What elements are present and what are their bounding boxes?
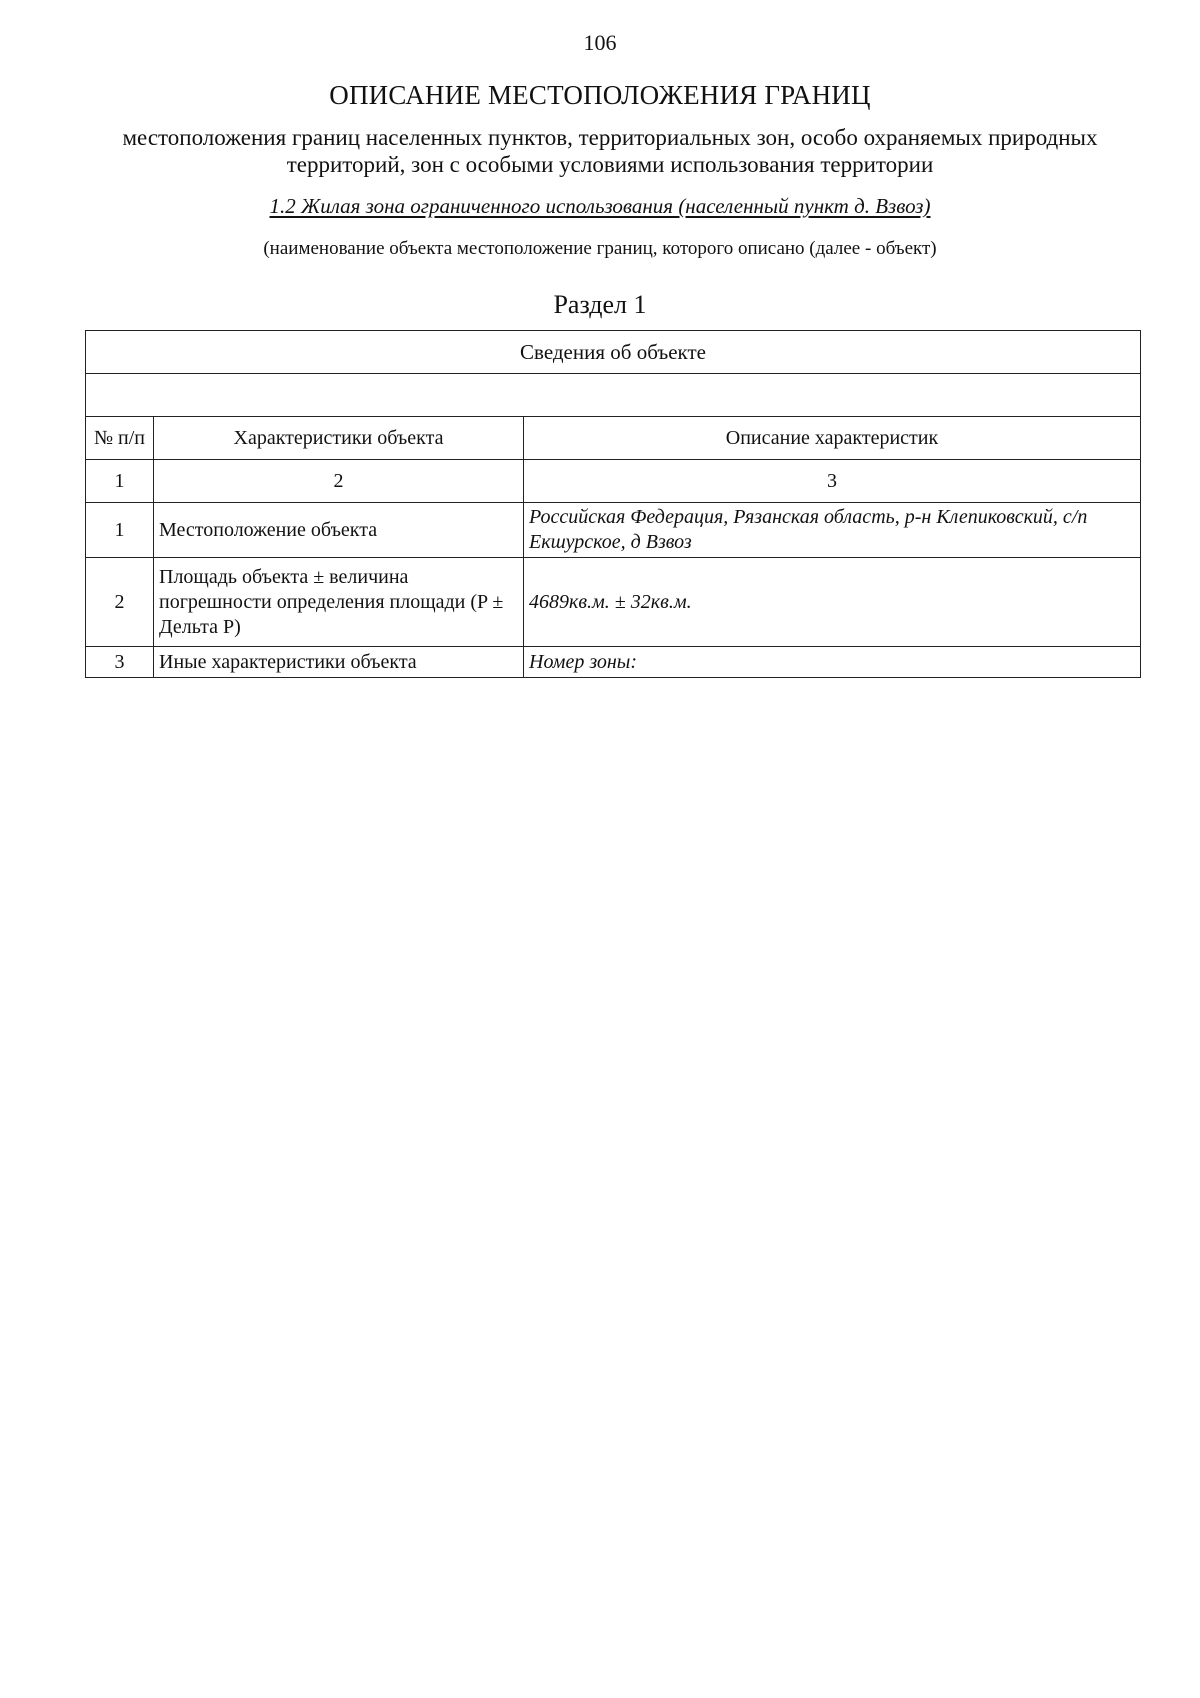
object-name-hint: (наименование объекта местоположение границ, которого описано (далее - объект) (263, 238, 937, 259)
row-characteristic: Местоположение объекта (154, 503, 524, 558)
table-row (86, 558, 1141, 647)
table-header-row (86, 331, 1141, 374)
page-number: 106 (583, 30, 617, 55)
row-num: 1 (86, 503, 154, 558)
document-subtitle: местоположения границ населенных пунктов, территориальных зон, особо охраняемых природных территорий, зон с особыми условиями использования территории (122, 125, 1098, 177)
row-description: Номер зоны: (524, 647, 1141, 678)
row-characteristic: Площадь объекта ± величина погрешности определения площади (P ± Дельта P) (154, 558, 524, 647)
row-num: 2 (86, 558, 154, 647)
section-title: Раздел 1 (553, 290, 647, 319)
row-description: 4689кв.м. ± 32кв.м. (524, 558, 1141, 647)
row-num: 3 (86, 647, 154, 678)
table-header: Сведения об объекте (86, 331, 1141, 374)
column-number-3: 3 (524, 460, 1141, 503)
object-name: 1.2 Жилая зона ограниченного использования (населенный пункт д. Взвоз) (269, 194, 931, 218)
table-empty-cell (86, 374, 1141, 417)
table-columns-row (86, 417, 1141, 460)
table-empty-row (86, 374, 1141, 417)
table-row (86, 503, 1141, 558)
row-characteristic: Иные характеристики объекта (154, 647, 524, 678)
column-header-num: № п/п (86, 417, 154, 460)
document-title: ОПИСАНИЕ МЕСТОПОЛОЖЕНИЯ ГРАНИЦ (329, 80, 871, 110)
row-description: Российская Федерация, Рязанская область, р-н Клепиковский, с/п Екшурское, д Взвоз (524, 503, 1141, 558)
column-header-characteristic: Характеристики объекта (154, 417, 524, 460)
table-column-numbers-row (86, 460, 1141, 503)
object-info-table (85, 330, 1141, 678)
table-row (86, 647, 1141, 678)
column-number-1: 1 (86, 460, 154, 503)
column-number-2: 2 (154, 460, 524, 503)
column-header-description: Описание характеристик (524, 417, 1141, 460)
